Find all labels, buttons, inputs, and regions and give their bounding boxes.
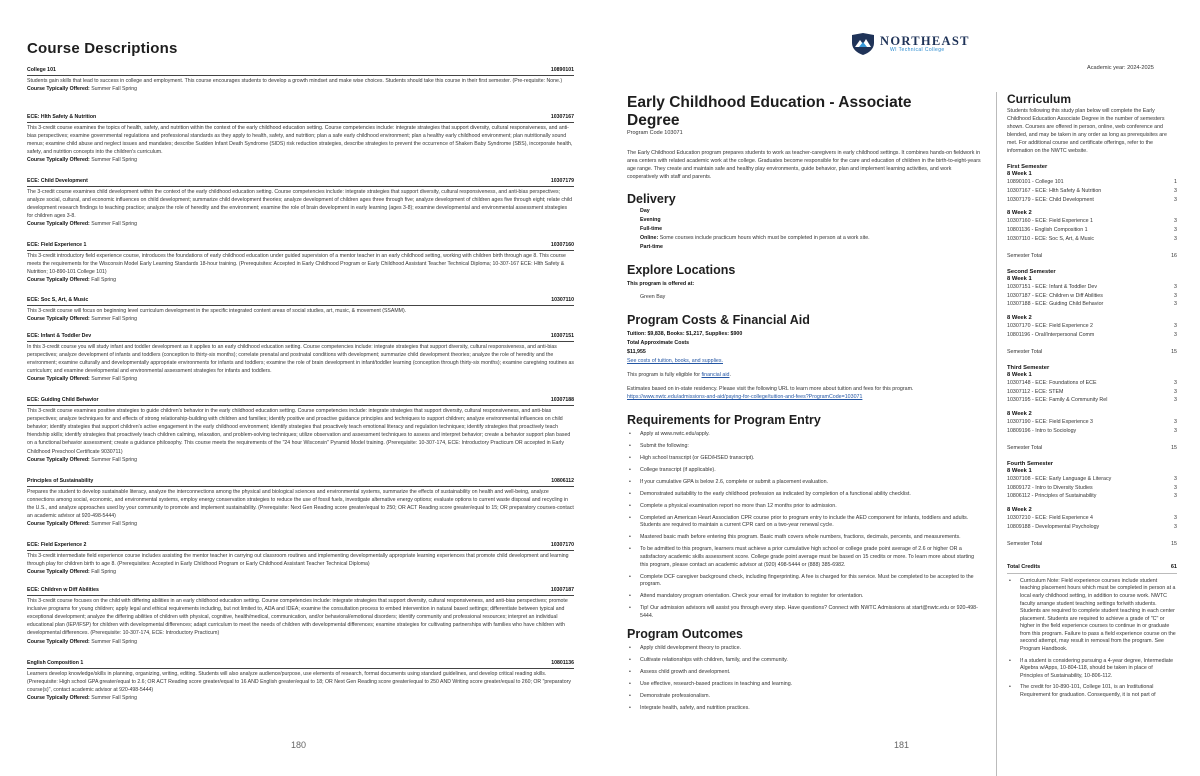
- course-title: 10307151 - ECE: Infant & Toddler Dev: [1007, 283, 1098, 290]
- outcomes-heading: Program Outcomes: [627, 627, 744, 642]
- course-header: [27, 297, 574, 306]
- course-description: Learners develop knowledge/skills in planning, organizing, writing, editing. Students will also analyze audience/purpose, use elements of research, format documents using standard guidelines, and develop critical reading skills. (Prerequisite: High school GPA greater/equal to 2.6; OR ACT Reading score greater/equal to 16 AND English greater/equal to 18; OR Next Gen Reading score greater/equal to 250 AND Writing score greater/equal to 260; OR "preparatory course(s)", contact academic advisor at 920-498-5444): [27, 670, 571, 693]
- course-title: 10307187 - ECE: Children w Diff Abilities: [1007, 292, 1103, 299]
- curriculum-course-row: [1007, 187, 1177, 196]
- course-description: This 3-credit intermediate field experience course includes assisting the mentor teacher in carrying out classroom routines and implementing developmentally appropriate learning experiences that promote child development and learning through play for children birth to age 8. (Prerequisites: Accepted in Early Childhood Program or Early Childhood Assistant Teacher Technical Diploma): [27, 552, 569, 567]
- page-title: Course Descriptions: [27, 40, 178, 57]
- offered-terms: Summer Fall Spring: [91, 638, 138, 645]
- total-credits: Total Credits 61: [1007, 564, 1177, 574]
- offered-label: Course Typically Offered:: [27, 277, 90, 284]
- list-item: • Cultivate relationships with children, family, and the community.: [627, 657, 983, 665]
- semester-total-value: 15: [1171, 540, 1177, 547]
- list-item: • Attend mandatory program orientation. Check your email for invitation to register for orientation.: [627, 593, 983, 601]
- list-item: • High school transcript (or GED/HSED transcript).: [627, 455, 983, 463]
- course-offered: [27, 456, 574, 464]
- program-main: Early Childhood Education - Associate Degree Program Code 103071 The Early Childhood Education program prepares students to work as teacher-caregivers in early childhood settings. It combines hands-on fieldwork in area centers with related academic work at the college. Graduates become responsible for the care and education of children in the birth-to-eight-years age range. They create and maintain safe and healthy play environments, guide behavior, plan and implement learning activities, and work cooperatively with staff and parents. Delivery Day Evening Full-time Online: Some courses include practicum hours which must be completed in person at a work site. Part-time Explore Locations This program is offered at: Green Bay Program Costs & Financial Aid Tuition: $9,838, Books: $1,217, Supplies: $900 Total Approximate Costs $11,955 See costs of tuition, books, and supplies. This program is fully eligible for financial aid. Estimates based on in-state residency. Please visit the following URL to learn more about tuition and fees for this program. https://www.nwtc.edu/admissions-and-aid/paying-for-college/tuition-and-fees?ProgramCode=103071 Requirements for Program Entry • Apply at www.nwtc.edu/apply. • Submit the following: • High school transcript (or GED/HSED transcript). • College transcript (if applicable). • If your cumulative GPA is below 2.6, complete or submit a placement evaluation. • Demonstrated suitability to the early childhood profession as indicated by completion of a functional ability checklist. • Complete a physical examination report no more than 12 months prior to admission. • Completed an American Heart Association CPR course prior to program entry to include the AED component for infants, toddlers and adults. Students are required to maintain a current CPR card on a two-year renewal cycle. • Mastered basic math before entering this program. Basic math covers whole numbers, fractions, decimals, percents, and measurements. • To be admitted to this program, learners must achieve a prior cumulative high school or college grade point average of 2.6 or higher OR a satisfactory academic skills assessment score. College grade point average must be based on 15 credits or more. To learn more about starting this program, please contact an academic advisor at (920) 498-5444 or (888) 385-6982. • Complete DCF caregiver background check, including fingerprinting. A fee is charged for this service. Must be completed to be accepted to the program. • Attend mandatory program orientation. Check your email for invitation to register for orientation. • Tip! Our admission advisors will assist you through every step. Have questions? Connect with NWTC Admissions at start@nwtc.edu or 920-498-5444. Program Outcomes • Apply child development theory to practice. • Cultivate relationships with children, family, and the community. • Assess child growth and development. • Use effective, research-based practices in teaching and learning. • Demonstrate professionalism. • Integrate health, safety, and nutrition practices.: [627, 94, 983, 717]
- offered-terms: Fall Spring: [91, 569, 116, 575]
- course-entry: [27, 542, 574, 576]
- course-title: 10801136 - English Composition 1: [1007, 227, 1088, 234]
- offered-terms: Summer Fall Spring: [91, 695, 138, 702]
- week-title: 8 Week 1: [1007, 171, 1032, 177]
- course-credits: 3: [1174, 235, 1177, 242]
- course-credits: 3: [1174, 515, 1177, 522]
- list-item: • Complete DCF caregiver background check, including fingerprinting. A fee is charged for this service. Must be completed to be accepted to the program.: [627, 574, 983, 589]
- course-name: ECE: Hlth Safety & Nutrition: [27, 114, 97, 120]
- curriculum-heading: Curriculum: [1007, 92, 1072, 106]
- course-description: In this 3-credit course you will study infant and toddler development as it applies to an early childhood education setting. Course competencies include: integrate strategies that support diversity, cultural responsiveness, and anti-bias perspectives; analyze development of infants and toddlers (conception to thirty-six months); correlate prenatal and postnatal conditions with development; summarize child development theories; analyze the role of heredity and the environment; examine culturally and developmentally appropriate environments for infants and toddlers; examine the role of brain development in infant/toddler learning (conception through thirty-six months); examine caregiving routines as curriculum; and examine developmental and environmental assessment strategies for infants and toddlers.: [27, 343, 575, 375]
- course-credits: 3: [1174, 323, 1177, 330]
- semester-total-label: Semester Total: [1007, 540, 1043, 547]
- curriculum-course-row: [1007, 235, 1177, 244]
- academic-year: Academic year: 2024-2025: [1087, 65, 1154, 71]
- course-entry: [27, 297, 574, 323]
- course-header: [27, 587, 574, 596]
- course-code: 10307110: [551, 297, 574, 303]
- list-item: • Submit the following:: [627, 443, 983, 451]
- list-item: • Demonstrate professionalism.: [627, 693, 983, 701]
- offered-label: Course Typically Offered:: [27, 376, 90, 383]
- course-entry: [27, 587, 574, 646]
- course-name: ECE: Soc S, Art, & Music: [27, 297, 89, 303]
- course-offered: [27, 568, 574, 576]
- page-number: 180: [291, 740, 307, 750]
- course-code: 10307151: [550, 333, 574, 339]
- course-code: 10307179: [550, 178, 574, 184]
- curriculum-course-row: [1007, 331, 1177, 340]
- curriculum-intro: Students following this study plan below will complete the Early Childhood Education Associate Degree in the number of semesters shown. Courses are offered in person, online, web conference and blended, and may be taken in any order as long as prerequisites are met. For additional course and certificate offerings, refer to the information on the NWTC website.: [1007, 108, 1167, 154]
- logo-text: NORTHEAST: [880, 34, 970, 48]
- course-credits: 1: [1174, 179, 1177, 185]
- list-item: • Tip! Our admission advisors will assist you through every step. Have questions? Connect with NWTC Admissions at start@nwtc.edu or 920-498-5444.: [627, 605, 983, 620]
- semester-total-label: Semester Total: [1007, 444, 1043, 451]
- course-entry: [27, 178, 574, 229]
- course-entry: [27, 660, 574, 702]
- course-title: 10809172 - Intro to Diversity Studies: [1007, 484, 1093, 491]
- offered-label: Course Typically Offered:: [27, 695, 90, 702]
- course-title: 10307188 - ECE: Guiding Child Behavior: [1007, 301, 1104, 308]
- course-offered: [27, 520, 574, 528]
- course-entry: [27, 242, 574, 284]
- course-header: [27, 333, 574, 342]
- semester-total-label: Semester Total: [1007, 348, 1043, 355]
- semester-title: Third Semester: [1007, 364, 1050, 371]
- course-name: English Composition 1: [27, 660, 84, 666]
- course-code: 10307160: [550, 242, 574, 248]
- offered-terms: Summer Fall Spring: [91, 376, 138, 383]
- curriculum-course-row: [1007, 283, 1177, 292]
- locations-heading: Explore Locations: [627, 263, 736, 277]
- curriculum-course-row: [1007, 217, 1177, 226]
- course-code: 10890101: [550, 67, 574, 73]
- program-title: Early Childhood Education - Associate Degree: [627, 94, 912, 129]
- course-name: College 101: [27, 67, 56, 73]
- curriculum-course-row: [1007, 492, 1177, 501]
- semester-title: Second Semester: [1007, 268, 1056, 275]
- course-header: [27, 114, 574, 123]
- list-item: • Apply at www.nwtc.edu/apply.: [627, 431, 983, 439]
- offered-at: This program is offered at:: [627, 281, 695, 287]
- list-item: • Apply child development theory to practice.: [627, 645, 983, 653]
- curriculum-course-row: [1007, 292, 1177, 301]
- curriculum-course-row: [1007, 396, 1177, 405]
- course-credits: 3: [1174, 397, 1177, 404]
- course-description: Prepares the student to develop sustainable literacy, analyze the interconnections among the physical and biological sciences and environmental systems, summarize the effects of sustainability on health and well-being, analyze connections among social, economic, and environmental systems, employ energy conservation strategies to reduce the use of fossil fuels, investigate alternative energy options; evaluate options to current waste disposal and recycling in the U.S., and analyze approaches used by your community to promote and implement sustainability. (Prerequisite: Next Gen Reading score greater/equal to 250; OR ACT Reading score greater/equal to 15; OR preparatory courses-contact an academic advisor at 920-498-5444): [27, 488, 574, 520]
- course-credits: 3: [1174, 292, 1177, 299]
- course-name: ECE: Infant & Toddler Dev: [27, 333, 92, 339]
- semester-total: [1007, 540, 1177, 548]
- curriculum-course-row: [1007, 388, 1177, 397]
- course-title: 10801196 - Oral/Interpersonal Comm: [1007, 331, 1095, 338]
- course-credits: 3: [1174, 331, 1177, 338]
- course-credits: 3: [1174, 419, 1177, 426]
- course-offered: [27, 156, 574, 164]
- course-title: 10307179 - ECE: Child Development: [1007, 196, 1094, 203]
- offered-label: Course Typically Offered:: [27, 157, 90, 164]
- financial-aid-link[interactable]: financial aid: [701, 372, 730, 378]
- course-title: 10307190 - ECE: Field Experience 3: [1007, 419, 1093, 426]
- course-description: This 3-credit introductory field experience course, introduces the foundations of early childhood education under guided supervision of a mentor teacher in an early childhood setting, working with children birth through age 8. This course meets the requirements for the Wisconsin Model Early Learning Standards 18-hour training. (Prerequisites: Accepted in Early Childhood Program or Early Childhood Assistant Teacher Technical Diploma; 10-307-167 ECE: Hlth Safety & Nutrition; 10-890-101 College 101): [27, 252, 566, 275]
- see-costs-link[interactable]: See costs of tuition, books, and supplies.: [627, 358, 723, 364]
- semester-total-value: 16: [1171, 252, 1177, 259]
- course-description: This 3-credit course examines positive strategies to guide children's behavior in the early childhood education setting. Course competencies include: integrate strategies that support diversity, cultural responsiveness, and anti-bias perspectives; analyze techniques for and effects of strong relationship-building with children and families; identify positive and proactive guidance principles and techniques to support children; analyze environmental influences on child behavior; identify strategies that support children's active engagement in the early childhood environment; identify strategies that proactively teach emotional literacy and regulation techniques; identify strategies that proactively teach friendship skills; identify strategies that proactively teach children calming, relaxation, and problem-solving techniques; utilize observation and assessment techniques to assess and interpret behavior; create a behavior support plan based on a functional behavior assessment; create a guidance philosophy. This course meets the requirements of the "24 hour Wisconsin" Pyramid Model training. (Prerequisite: 10-307-174, ECE: Introductory Practicum OR accepted in Early Childhood Preschool Certificate 9030711): [27, 407, 571, 455]
- delivery-list: Day Evening Full-time Online: Some courses include practicum hours which must be completed in person at a work site. Part-time: [627, 207, 983, 252]
- course-credits: 3: [1174, 283, 1177, 290]
- list-item: • The credit for 10-890-101, College 101, is an Institutional Requirement for graduation. Consequently, it is not part of: [1007, 684, 1177, 699]
- course-title: 10307210 - ECE: Field Experience 4: [1007, 515, 1093, 522]
- course-credits: 3: [1174, 196, 1177, 203]
- requirements-list: [627, 431, 983, 620]
- list-item: • If your cumulative GPA is below 2.6, complete or submit a placement evaluation.: [627, 479, 983, 487]
- week-title: 8 Week 1: [1007, 371, 1032, 378]
- list-item: • College transcript (if applicable).: [627, 467, 983, 475]
- delivery-online: Online: Some courses include practicum hours which must be completed in person at a work site.: [640, 235, 870, 241]
- tuition-url-link[interactable]: https://www.nwtc.edu/admissions-and-aid/paying-for-college/tuition-and-fees?ProgramCode=103071: [627, 394, 863, 400]
- curriculum-course-row: [1007, 379, 1177, 388]
- semester-title: Fourth Semester: [1007, 460, 1054, 467]
- course-offered: [27, 220, 574, 228]
- offered-terms: Summer Fall Spring: [91, 221, 138, 228]
- course-header: [27, 67, 574, 76]
- course-offered: [27, 315, 574, 323]
- list-item: • Assess child growth and development.: [627, 669, 983, 677]
- curriculum-course-row: [1007, 226, 1177, 235]
- curriculum-course-row: [1007, 484, 1177, 493]
- course-title: 10307160 - ECE: Field Experience 1: [1007, 218, 1093, 225]
- list-item: • Demonstrated suitability to the early childhood profession as indicated by completion of a functional ability checklist.: [627, 491, 983, 499]
- offered-label: Course Typically Offered:: [27, 221, 90, 228]
- course-credits: 3: [1174, 484, 1177, 491]
- course-credits: 3: [1174, 493, 1177, 500]
- semester-total-value: 15: [1171, 348, 1177, 355]
- course-entry: [27, 114, 574, 165]
- course-credits: 3: [1174, 523, 1177, 530]
- course-code: 10801136: [551, 660, 574, 666]
- offered-label: Course Typically Offered:: [27, 638, 90, 645]
- course-title: 10307170 - ECE: Field Experience 2: [1007, 323, 1093, 330]
- course-credits: 3: [1174, 301, 1177, 308]
- semester-total-label: Semester Total: [1007, 252, 1043, 259]
- course-code: 10307167: [550, 114, 574, 120]
- offered-label: Course Typically Offered:: [27, 456, 90, 463]
- semester-title: First Semester: [1007, 164, 1048, 170]
- curriculum-course-row: [1007, 178, 1177, 187]
- location-green-bay: Green Bay: [640, 294, 666, 300]
- offered-terms: Summer Fall Spring: [91, 315, 138, 322]
- course-header: [27, 660, 574, 669]
- course-entry: [27, 478, 574, 529]
- logo-subtitle: WI Technical College: [890, 47, 945, 53]
- program-intro: The Early Childhood Education program prepares students to work as teacher-caregivers in early childhood settings. It combines hands-on fieldwork in area centers with related academic work at the college. Graduates become responsible for the care and education of children in the birth-to-eight-years age range. They create and maintain safe and healthy play environments, guide behavior, plan and implement learning activities, and work cooperatively with staff and parents.: [627, 150, 981, 180]
- offered-terms: Summer Fall Spring: [91, 157, 138, 164]
- course-header: [27, 478, 574, 487]
- list-item: • Integrate health, safety, and nutrition practices.: [627, 705, 983, 713]
- course-offered: [27, 276, 574, 284]
- course-title: 10307112 - ECE: STEM: [1007, 388, 1064, 395]
- course-entry: [27, 67, 574, 93]
- course-code: 10307170: [550, 542, 574, 548]
- course-title: 10307195 - ECE: Family & Community Rel: [1007, 397, 1108, 404]
- week-title: 8 Week 2: [1007, 411, 1032, 418]
- requirements-heading: Requirements for Program Entry: [627, 413, 821, 427]
- course-name: Principles of Sustainability: [27, 478, 94, 484]
- semester-total-value: 15: [1171, 444, 1177, 451]
- offered-label: Course Typically Offered:: [27, 521, 90, 528]
- course-name: ECE: Guiding Child Behavior: [27, 397, 99, 403]
- course-description: Students gain skills that lead to success in college and employment. This course encourages students to develop a growth mindset and make wise choices. Students should take this course in their first semester. (Pre-requisite: None.): [27, 77, 563, 84]
- curriculum-course-row: [1007, 196, 1177, 205]
- course-description: This 3-credit course examines the topics of health, safety, and nutrition within the context of the early childhood education setting. Course competencies include: integrate strategies that support diversity, cultural responsiveness, and anti-bias perspectives; examine governmental regulations and professional standards as they apply to health, safety, and nutrition; plan a safe early childhood environment; plan a healthy early childhood environment; plan nutritionally sound menus; examine child abuse and neglect issues and mandates; describe Sudden Infant Death Syndrome (SIDS) risk reduction strategies, describe strategies to prevent the occurrence of Shaken Baby Syndrome (SBS), incorporate health, safety, and nutrition concepts into the children's curriculum.: [27, 124, 573, 156]
- college-logo: [850, 32, 980, 56]
- course-description: This 3-credit course focuses on the child with differing abilities in an early childhood education setting. Course competencies include: integrate strategies that support diversity, cultural responsiveness, and anti-bias perspectives; promote inclusive programs for young children; apply legal and ethical requirements including, but not limited to, ADA and IDEA; examine the consultation process to embed intervention in natural based settings; differentiate between typical and exceptional development; analyze the differing abilities of children with physical, cognitive, health/medical, communication, and/or behavioral/emotional disorders; identify community and professional resources; interpret an individual educational plan (IEP/IFSP) for children with developmental differences; adapt curriculum to meet the needs of children with developmental differences; examine strategies for cultivating partnerships with families who have children with developmental differences. (Prerequisite: 10-307-174, ECE: Introductory Practicum): [27, 597, 568, 637]
- list-item: • Mastered basic math before entering this program. Basic math covers whole numbers, fractions, decimals, percents, and measurements.: [627, 534, 983, 542]
- curriculum-sidebar: [996, 92, 1177, 776]
- list-item: • Use effective, research-based practices in teaching and learning.: [627, 681, 983, 689]
- outcomes-list: [627, 645, 983, 713]
- week-title: 8 Week 2: [1007, 210, 1032, 217]
- week-title: 8 Week 2: [1007, 315, 1032, 322]
- curriculum-course-row: [1007, 322, 1177, 331]
- list-item: • If a student is considering pursuing a 4-year degree, Intermediate Algebra w/Apps, 10-804-118, should be taken in place of Principles of Sustainability, 10-806-112.: [1007, 658, 1177, 681]
- course-title: 10806112 - Principles of Sustainability: [1007, 493, 1097, 500]
- course-title: 10890101 - College 101: [1007, 179, 1064, 185]
- curriculum-course-row: [1007, 523, 1177, 532]
- offered-label: Course Typically Offered:: [27, 569, 90, 575]
- course-title: 10307148 - ECE: Foundations of ECE: [1007, 379, 1097, 386]
- offered-terms: Summer Fall Spring: [91, 521, 138, 528]
- semester-total: [1007, 252, 1177, 260]
- course-title: 10809196 - Intro to Sociology: [1007, 427, 1077, 434]
- course-name: ECE: Field Experience 1: [27, 242, 87, 248]
- list-item: • Curriculum Note: Field experience courses include student teaching placement hours which must be completed in person at a local early childhood setting, in addition to course work. NWTC faculty arrange student teaching settings for/with students. Students are required to complete student teaching in each center placement. Students are required to achieve a grade of "C" or higher in the field experience courses to continue in or graduate from this program. Failure to pass a field experience course on the second attempt, may result in removal from the program. See Program Handbook.: [1007, 578, 1177, 654]
- course-credits: 3: [1174, 227, 1177, 234]
- right-page: [600, 0, 1200, 776]
- offered-terms: Summer Fall Spring: [91, 456, 138, 463]
- offered-terms: Fall Spring: [91, 277, 116, 284]
- semester-total: [1007, 348, 1177, 356]
- curriculum-notes: [1007, 578, 1177, 700]
- course-credits: 3: [1174, 475, 1177, 482]
- course-offered: [27, 638, 574, 646]
- delivery-heading: Delivery: [627, 192, 676, 206]
- list-item: • Completed an American Heart Association CPR course prior to program entry to include the AED component for infants, toddlers and adults. Students are required to maintain a current CPR card on a two-year renewal cycle.: [627, 515, 983, 530]
- semester-total: [1007, 444, 1177, 452]
- offered-label: Course Typically Offered:: [27, 85, 90, 92]
- course-credits: 3: [1174, 388, 1177, 395]
- course-code: 10307188: [550, 397, 574, 403]
- course-offered: [27, 85, 574, 93]
- course-description: The 3-credit course examines child development within the context of the early childhood education setting. Course competencies include: integrate strategies that support diversity, cultural responsiveness, and anti-bias perspectives; analyze social, cultural, and economic influences on child development; summarize child development theories; analyze development of children ages three through five; analyze development of children ages five through eight; relate child development research findings to teaching practice; analyze the role of heredity and the environment; examine the role of brain development in early learning (ages 3-8); examine developmental and environmental assessment strategies for children ages 3-8.: [27, 188, 573, 220]
- course-description: This 3-credit course will focus on beginning level curriculum development in the specific integrated content areas of social studies, art, music, & movement (SSAMM).: [27, 307, 407, 314]
- course-entry: [27, 333, 574, 384]
- course-entry: [27, 397, 574, 464]
- course-credits: 3: [1174, 187, 1177, 194]
- course-credits: 3: [1174, 218, 1177, 225]
- costs-heading: Program Costs & Financial Aid: [627, 313, 810, 327]
- course-name: ECE: Child Development: [27, 178, 88, 184]
- course-title: 10307167 - ECE: Hlth Safety & Nutrition: [1007, 187, 1102, 194]
- list-item: • To be admitted to this program, learners must achieve a prior cumulative high school or college grade point average of 2.6 or higher OR a satisfactory academic skills assessment score. College grade point average must be based on 15 credits or more. To learn more about starting this program, please contact an academic advisor at (920) 498-5444 or (888) 385-6982.: [627, 546, 983, 569]
- week-title: 8 Week 1: [1007, 275, 1032, 282]
- course-name: ECE: Children w Diff Abilities: [27, 587, 99, 593]
- curriculum-course-row: [1007, 300, 1177, 309]
- course-name: ECE: Field Experience 2: [27, 542, 87, 548]
- course-code: 10806112: [551, 478, 574, 484]
- curriculum-course-row: [1007, 514, 1177, 523]
- financial-aid-line: This program is fully eligible for financial aid.: [627, 372, 731, 378]
- course-title: 10809188 - Developmental Psychology: [1007, 523, 1100, 530]
- course-header: [27, 542, 574, 551]
- curriculum-course-row: [1007, 418, 1177, 427]
- list-item: • Complete a physical examination report no more than 12 months prior to admission.: [627, 503, 983, 511]
- week-title: 8 Week 2: [1007, 507, 1032, 514]
- course-header: [27, 178, 574, 187]
- offered-terms: Summer Fall Spring: [91, 85, 138, 92]
- course-offered: [27, 694, 574, 702]
- shield-icon: [850, 32, 876, 56]
- course-header: [27, 242, 574, 251]
- course-offered: [27, 375, 574, 383]
- course-header: [27, 397, 574, 406]
- course-title: 10307108 - ECE: Early Language & Literacy: [1007, 475, 1112, 482]
- program-code: Program Code 103071: [627, 130, 683, 136]
- offered-label: Course Typically Offered:: [27, 315, 90, 322]
- curriculum-course-row: [1007, 475, 1177, 484]
- page-number: 181: [894, 740, 910, 750]
- course-code: 10307187: [550, 587, 574, 593]
- course-title: 10307110 - ECE: Soc S, Art, & Music: [1007, 235, 1095, 242]
- week-title: 8 Week 1: [1007, 467, 1032, 474]
- curriculum-course-row: [1007, 427, 1177, 436]
- course-credits: 3: [1174, 379, 1177, 386]
- semester-list: [1007, 164, 1177, 548]
- course-credits: 3: [1174, 427, 1177, 434]
